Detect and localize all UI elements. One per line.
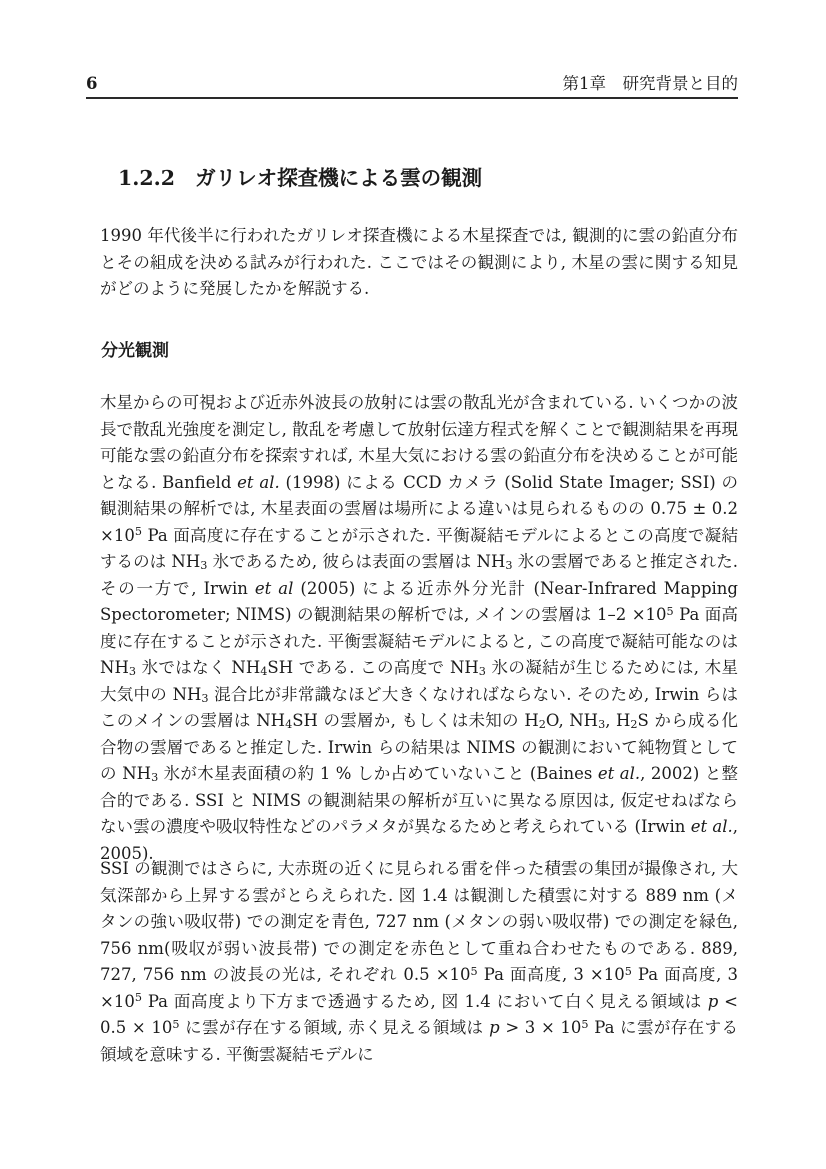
page-number: 6 (86, 74, 98, 93)
section-title: ガリレオ探査機による雲の観測 (195, 166, 483, 190)
section-number: 1.2.2 (118, 166, 176, 190)
page-header (86, 74, 738, 99)
subsection-heading: 分光観測 (101, 341, 169, 361)
intro-paragraph: 1990 年代後半に行われたガリレオ探査機による木星探査では, 観測的に雲の鉛直分布とその組成を決める試みが行われた. ここではその観測により, 木星の雲に関する知見がどのように発展したかを解説する. (100, 226, 738, 298)
spectroscopy-paragraph: 木星からの可視および近赤外波長の放射には雲の散乱光が含まれている. いくつかの波長で散乱光強度を測定し, 散乱を考慮して放射伝達方程式を解くことで観測結果を再現可能な雲の鉛直分布を探索すれば, 木星大気における雲の鉛直分布を決めることが可能となる. Banfield et al. (1998) による CCD カメラ (Solid State Imager; SSI) の観測結果の解析では, 木星表面の雲層は場所による違いは見られるものの $0.75 \pm 0.2 \times 10^5$ Pa 面高度に存在することが示された. 平衡凝結モデルによるとこの高度で凝結するのは $NH_3$ 氷であるため, 彼らは表面の雲層は $NH_3$ 氷の雲層であると推定された. その一方で, Irwin et al (2005) による近赤外分光計 (Near-Infrared Mapping Spectorometer; NIMS) の観測結果の解析では, メインの雲層は $1-2 \times 10^5$ Pa 面高度に存在することが示された. 平衡雲凝結モデルによると, この高度で凝結可能なのは $NH_3$ 氷ではなく $NH_4SH$ である. この高度で $NH_3$ 氷の凝結が生じるためには, 木星大気中の $NH_3$ 混合比が非常識なほど大きくなければならない. そのため, Irwin らはこのメインの雲層は $NH_4SH$ の雲層か, もしくは未知の $H_2O$, $NH_3$, $H_2S$ から成る化合物の雲層であると推定した. Irwin らの結果は NIMS の観測において純物質としての $NH_3$ 氷が木星表面積の約 1 % しか占めていないこと (Baines et al., 2002) と整合的である. SSI と NIMS の観測結果の解析が互いに異なる原因は, 仮定せねばならない雲の濃度や吸収特性などのパラメタが異なるためと考えられている (Irwin et al., 2005). (100, 393, 739, 863)
running-chapter-title: 第1章 研究背景と目的 (562, 74, 738, 93)
section-heading (118, 166, 482, 191)
cumulus-observation-paragraph: SSI の観測ではさらに, 大赤斑の近くに見られる雷を伴った積雲の集団が撮像され, 大気深部から上昇する雲がとらえられた. 図 1.4 は観測した積雲に対する 889 nm (メタンの強い吸収帯) での測定を青色, 727 nm (メタンの弱い吸収帯) での測定を緑色, 756 nm(吸収が弱い波長帯) での測定を赤色として重ね合わせたものである. 889, 727, 756 nm の波長の光は, それぞれ $0.5 \times 10^5$ Pa 面高度, $3 \times 10^5$ Pa 面高度, $3 \times 10^5$ Pa 面高度より下方まで透過するため, 図 1.4 において白く見える領域は $p < 0.5 \times 10^5$ に雲が存在する領域, 赤く見える領域は $p > 3 \times 10^5$ Pa に雲が存在する領域を意味する. 平衡雲凝結モデルに (100, 859, 739, 1064)
